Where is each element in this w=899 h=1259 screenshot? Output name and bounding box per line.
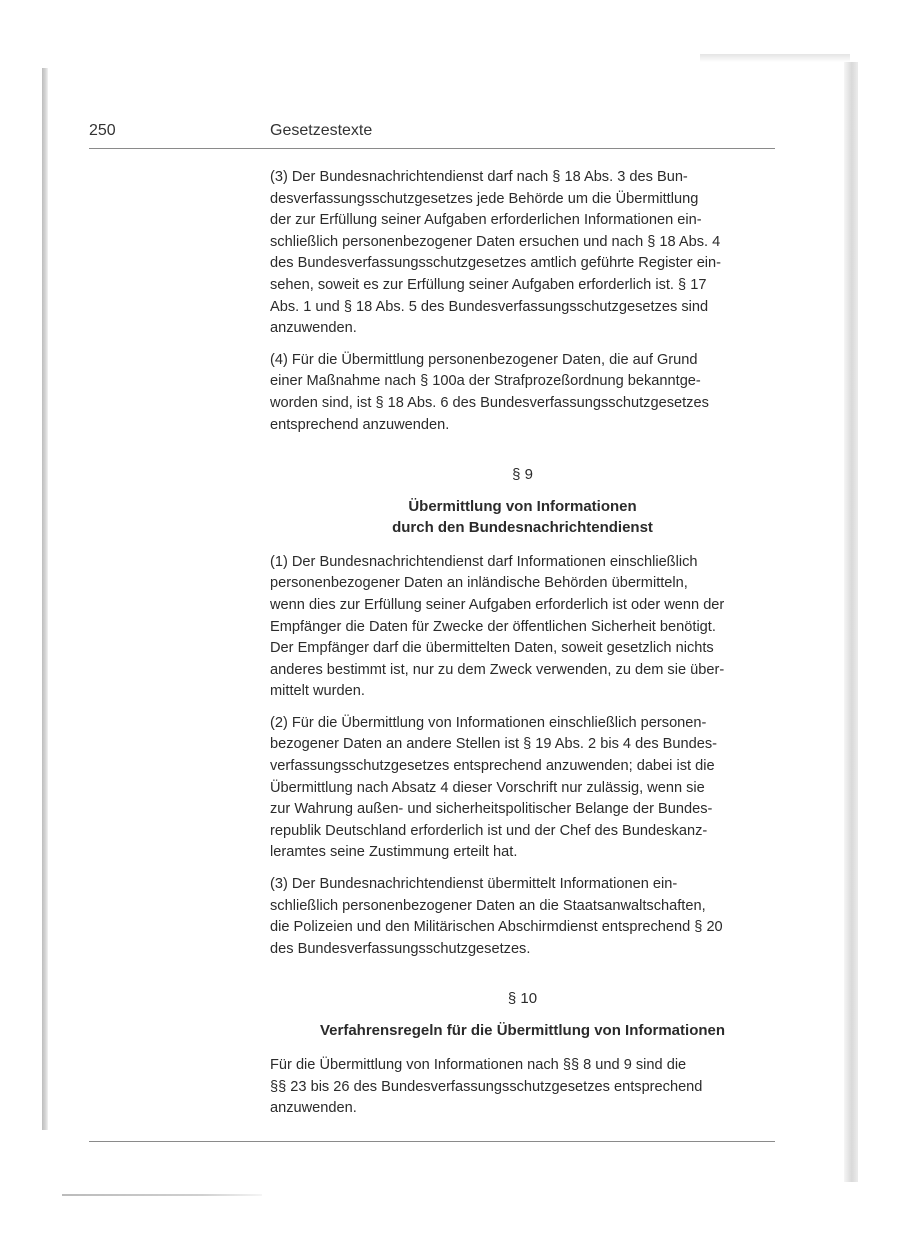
footer-rule <box>89 1141 775 1142</box>
paragraph-8-4: (4) Für die Übermittlung personenbezogener Daten, die auf Grund einer Maßnahme nach § 100a der Strafprozeßordnung bekanntge- worden sind, ist § 18 Abs. 6 des Bundesverfassungsschutzgesetzes entsprechend anzuwenden. <box>270 351 709 433</box>
scan-left-edge <box>42 68 48 1130</box>
scan-top-shadow <box>700 54 850 62</box>
paragraph-10: Für die Übermittlung von Informationen nach §§ 8 und 9 sind die §§ 23 bis 26 des Bundesverfassungsschutzgesetzes entsprechend anzuwenden. <box>270 1057 703 1117</box>
page-number: 250 <box>89 122 116 139</box>
section-9-title: Übermittlung von Informationen durch den Bundesnachrichtendienst <box>392 497 653 536</box>
paragraph-8-3: (3) Der Bundesnachrichtendienst darf nach § 18 Abs. 3 des Bun- desverfassungsschutzgesetzes jede Behörde um die Übermittlung der zur Erfüllung seiner Aufgaben erforderlichen Informationen ein- schließlich personenbezogener Daten ersuchen und nach § 18 Abs. 4 des Bundesverfassungsschutzgesetzes amtlich geführte Register ein- sehen, soweit es zur Erfüllung seiner Aufgaben erforderlich ist. § 17 Abs. 1 und § 18 Abs. 5 des Bundesverfassungsschutzgesetzes sind anzuwenden. <box>270 169 722 337</box>
section-10-number: § 10 <box>507 990 538 1008</box>
page-body <box>270 167 775 1130</box>
scan-bottom-line <box>62 1194 262 1196</box>
paragraph-9-1: (1) Der Bundesnachrichtendienst darf Informationen einschließlich personenbezogener Daten an inländische Behörden übermitteln, wenn dies zur Erfüllung seiner Aufgaben erforderlich ist oder wenn der Empfänger die Daten für Zwecke der öffentlichen Sicherheit benötigt. Der Empfänger darf die übermittelten Daten, soweit gesetzlich nichts anderes bestimmt ist, nur zu dem Zweck verwenden, zu dem sie über- mittelt wurden. <box>270 553 725 700</box>
running-head: Gesetzestexte <box>270 122 373 139</box>
scan-right-edge <box>844 62 858 1182</box>
header-rule <box>89 148 775 149</box>
section-10-title: Verfahrensregeln für die Übermittlung von Informationen <box>319 1022 726 1039</box>
section-9-number: § 9 <box>512 466 533 484</box>
paragraph-9-2: (2) Für die Übermittlung von Informationen einschließlich personen- bezogener Daten an andere Stellen ist § 19 Abs. 2 bis 4 des Bundes- verfassungsschutzgesetzes entsprechend anzuwenden; dabei ist die Übermittlung nach Absatz 4 dieser Vorschrift nur zulässig, wenn sie zur Wahrung außen- und sicherheitspolitischer Belange der Bundes- republik Deutschland erforderlich ist und der Chef des Bundeskanz- leramtes seine Zustimmung erteilt hat. <box>270 714 718 861</box>
paragraph-9-3: (3) Der Bundesnachrichtendienst übermittelt Informationen ein- schließlich personenbezogener Daten an die Staatsanwaltschaften, die Polizeien und den Militärischen Abschirmdienst entsprechend § 20 des Bundesverfassungsschutzgesetzes. <box>270 876 723 957</box>
